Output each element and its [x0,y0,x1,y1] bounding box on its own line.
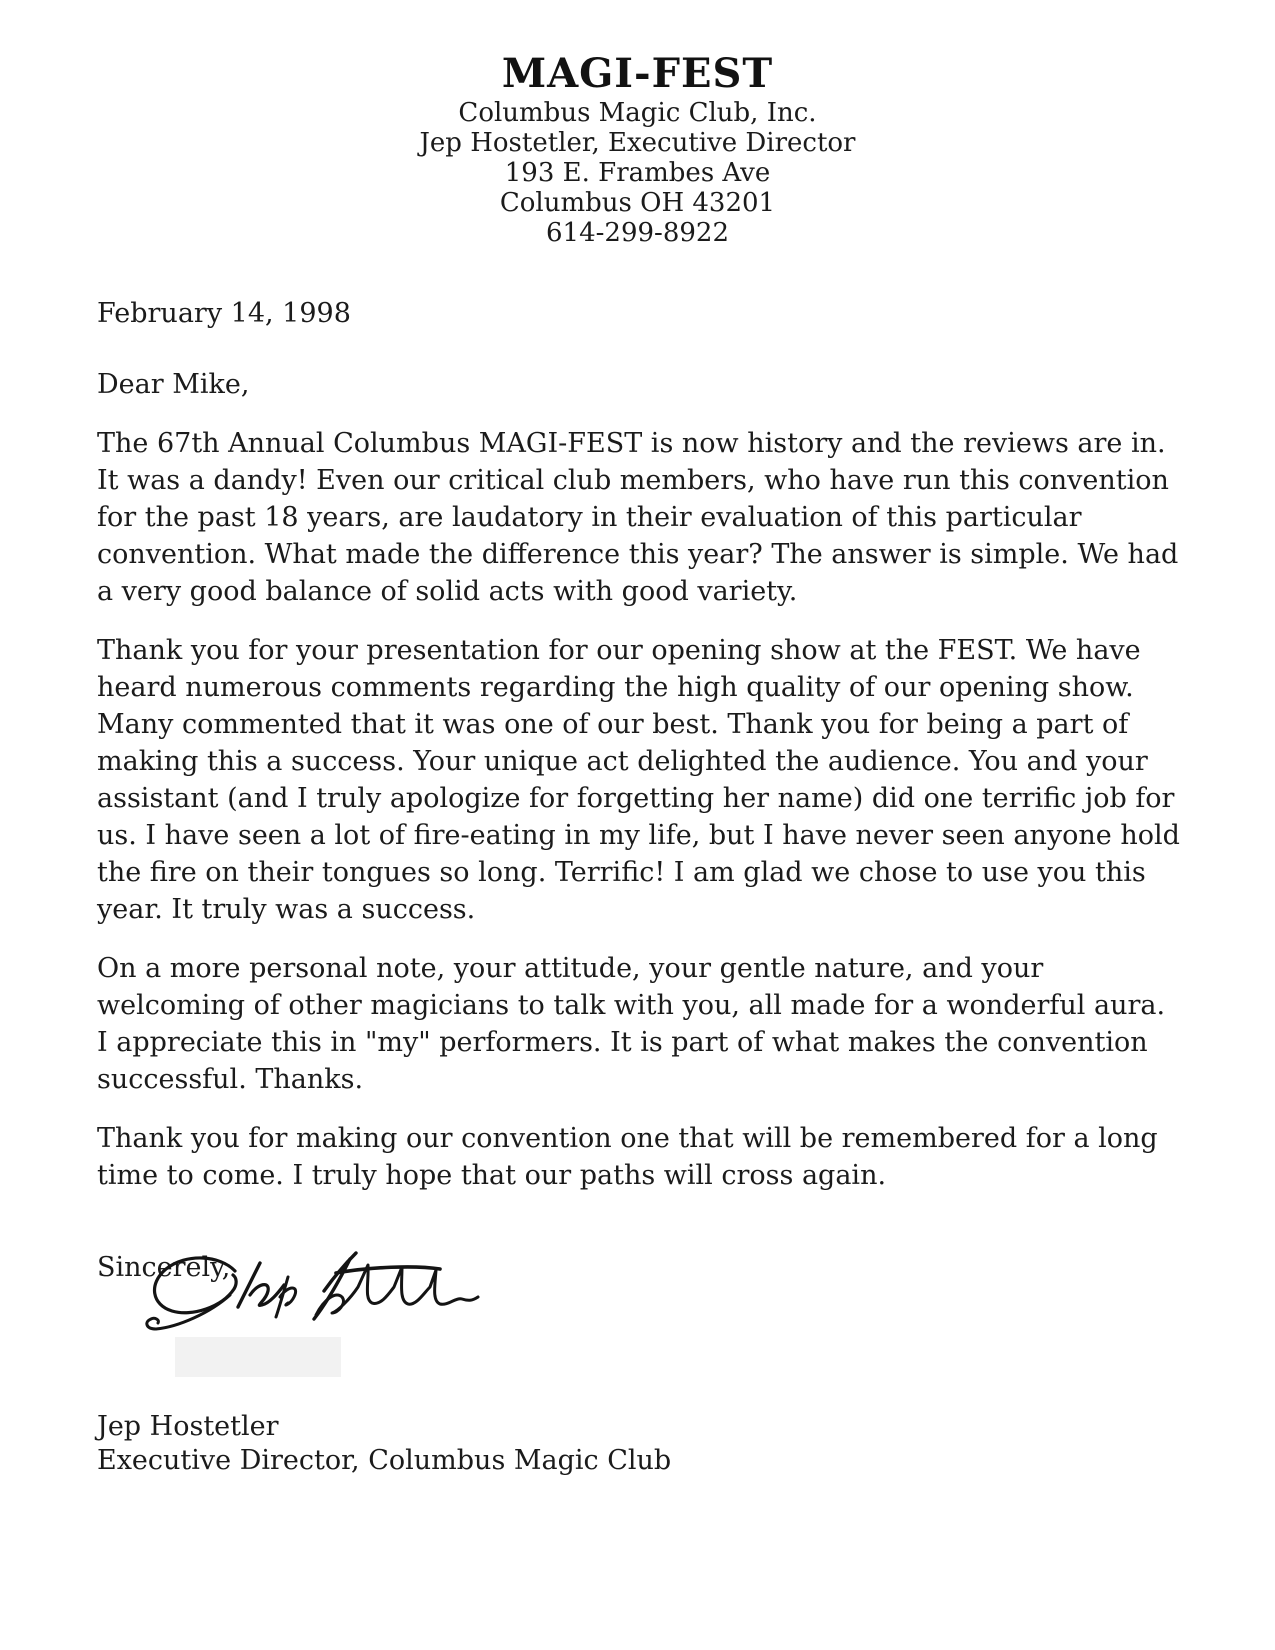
signer-name: Jep Hostetler [97,1411,279,1442]
letterhead-phone: 614-299-8922 [546,218,729,248]
letterhead-director-line: Jep Hostetler, Executive Director [419,128,856,158]
letter-paragraph-3: On a more personal note, your attitude, your gentle nature, and your welcoming of other magicians to talk with you, all made for a wonderful aura. I appreciate this in "my" performers. It is part of what makes the convention successful. Thanks. [97,953,1166,1095]
letterhead-title: MAGI-FEST [501,50,774,97]
letter-date: February 14, 1998 [97,298,351,329]
redacted-region [175,1337,341,1377]
letterhead-address-city: Columbus OH 43201 [499,188,776,218]
letter-paragraph-1: The 67th Annual Columbus MAGI-FEST is now history and the reviews are in. It was a dandy! Even our critical club members, who have run this convention for the past 18 years, are laudatory in their evaluation of this particular convention. What made the difference this year? The answer is simple. We had a very good balance of solid acts with good variety. [97,428,1179,607]
signer-block [97,1410,671,1478]
letter-paragraph-2: Thank you for your presentation for our opening show at the FEST. We have heard numerous comments regarding the high quality of our opening show. Many commented that it was one of our best. Thank you for being a part of making this a success. Your unique act delighted the audience. You and your assistant (and I truly apologize for forgetting her name) did one terrific job for us. I have seen a lot of fire-eating in my life, but I have never seen anyone hold the fire on their tongues so long. Terrific! I am glad we chose to use you this year. It truly was a success. [97,635,1180,925]
letterhead-organization: Columbus Magic Club, Inc. [458,98,817,128]
letter-greeting: Dear Mike, [97,369,250,400]
signature-image [138,1243,483,1335]
letterhead-address-street: 193 E. Frambes Ave [504,158,771,188]
signer-title: Executive Director, Columbus Magic Club [97,1445,672,1476]
handwritten-signature [138,1243,483,1335]
letter-paragraph-4: Thank you for making our convention one that will be remembered for a long time to come. I truly hope that our paths will cross again. [97,1123,1158,1191]
letterhead [0,0,1275,248]
letter-body [97,295,1183,1286]
letter-closing: Sincerely, [97,1252,231,1283]
